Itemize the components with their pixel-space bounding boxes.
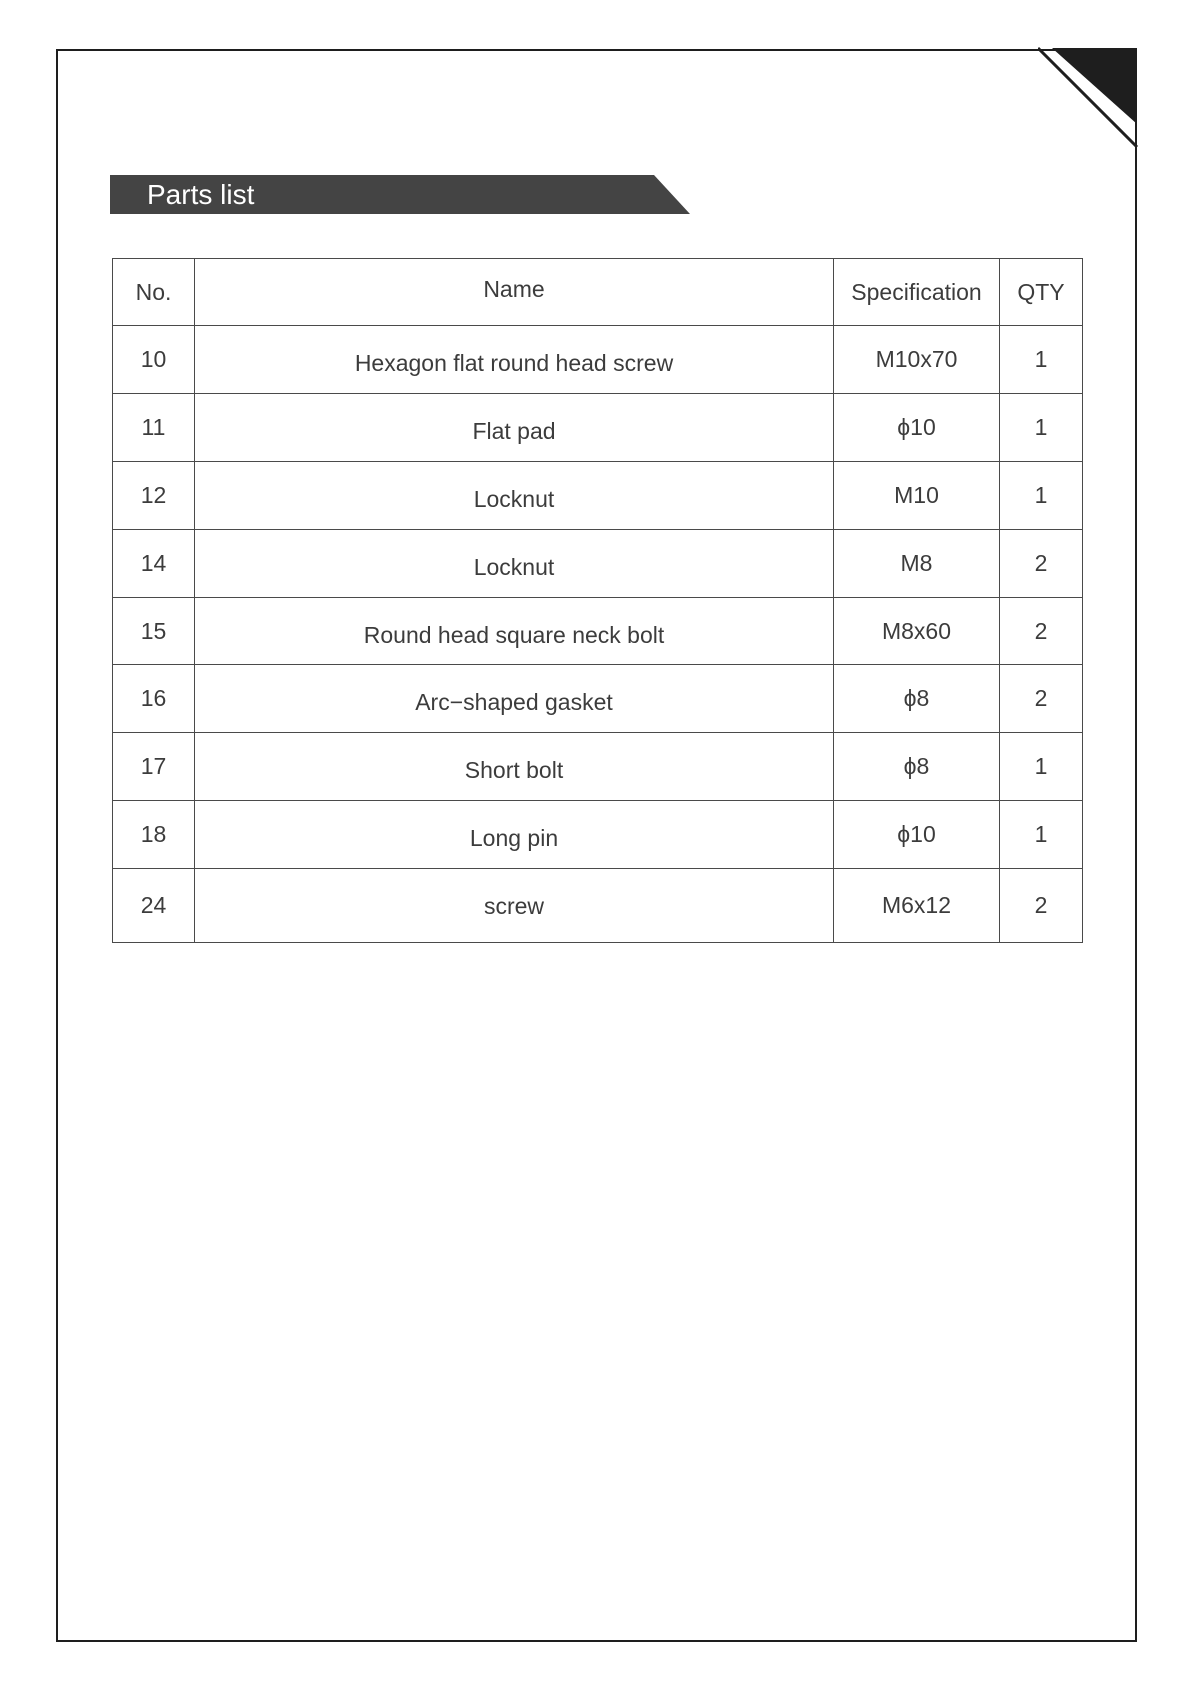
cell-qty: 1 (1000, 733, 1083, 801)
cell-specification: ϕ10 (834, 393, 1000, 461)
cell-no: 15 (113, 597, 195, 665)
cell-qty: 2 (1000, 529, 1083, 597)
cell-no: 12 (113, 461, 195, 529)
table-row (113, 801, 1083, 869)
cell-no: 11 (113, 393, 195, 461)
header-qty: QTY (1000, 259, 1083, 326)
cell-specification: ϕ8 (834, 733, 1000, 801)
cell-name: Short bolt (195, 733, 834, 801)
cell-name: Hexagon flat round head screw (195, 326, 834, 394)
cell-qty: 2 (1000, 869, 1083, 943)
cell-no: 14 (113, 529, 195, 597)
cell-name: Round head square neck bolt (195, 597, 834, 665)
cell-specification: M8x60 (834, 597, 1000, 665)
cell-qty: 1 (1000, 461, 1083, 529)
cell-name: Locknut (195, 461, 834, 529)
cell-name: Locknut (195, 529, 834, 597)
cell-qty: 1 (1000, 326, 1083, 394)
table-row (113, 393, 1083, 461)
header-no: No. (113, 259, 195, 326)
page-corner-mark (1038, 46, 1141, 150)
header-name: Name (195, 259, 834, 326)
cell-specification: ϕ10 (834, 801, 1000, 869)
cell-qty: 1 (1000, 801, 1083, 869)
cell-no: 16 (113, 665, 195, 733)
cell-no: 24 (113, 869, 195, 943)
cell-name: Long pin (195, 801, 834, 869)
table-row (113, 869, 1083, 943)
cell-qty: 1 (1000, 393, 1083, 461)
table-header-row (113, 259, 1083, 326)
table-row (113, 665, 1083, 733)
table-row (113, 461, 1083, 529)
cell-name: Flat pad (195, 393, 834, 461)
cell-name: screw (195, 869, 834, 943)
section-title: Parts list (147, 179, 255, 210)
table-row (113, 597, 1083, 665)
cell-qty: 2 (1000, 665, 1083, 733)
cell-name: Arc−shaped gasket (195, 665, 834, 733)
cell-qty: 2 (1000, 597, 1083, 665)
cell-no: 18 (113, 801, 195, 869)
cell-specification: M10 (834, 461, 1000, 529)
section-banner (110, 175, 690, 214)
table-row (113, 529, 1083, 597)
header-specification: Specification (834, 259, 1000, 326)
cell-specification: M6x12 (834, 869, 1000, 943)
cell-specification: M10x70 (834, 326, 1000, 394)
table-row (113, 326, 1083, 394)
cell-specification: M8 (834, 529, 1000, 597)
cell-no: 10 (113, 326, 195, 394)
parts-table (112, 258, 1083, 943)
cell-no: 17 (113, 733, 195, 801)
table-row (113, 733, 1083, 801)
cell-specification: ϕ8 (834, 665, 1000, 733)
